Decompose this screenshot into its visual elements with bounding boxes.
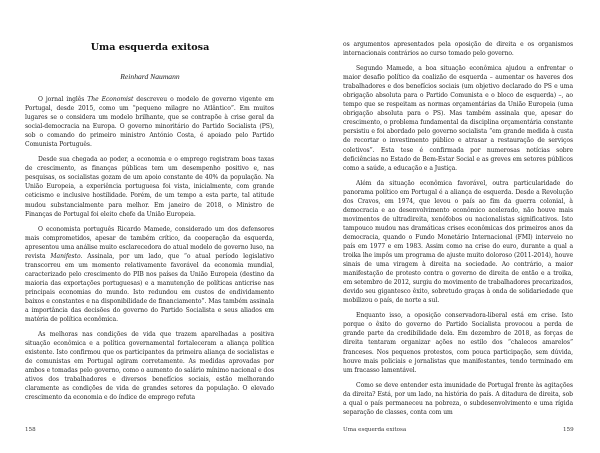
paragraph: Segundo Mamede, a boa situação econômica ajudou a enfrentar o maior desafio político da coalizão de esquerda – aumentar os haveres dos trabalhadores e dos benefícios sociais (um objetivo declarado do PS e uma obrigação absoluta para o Partido Comunista e o bloco de esquerda) –, ao tempo que se respeitam as normas orçamentárias da União Europeia (uma obrigação absoluta para o PS). Mas também assinala que, apesar do crescimento, o problema fundamental da disciplina orçamentária constante persistiu e foi abordado pelo governo socialista “em grande medida à custa de recortar o investimento público e atrasar a restauração de serviços coletivos”. Esta tese é confirmada por numerosas notícias sobre deficiências no Estado de Bem-Estar Social e as greves em setores públicos como a saúde, a educação e a Justiça.: [343, 65, 573, 172]
paragraph: Como se deve entender esta imunidade de Portugal frente às agitações da direita? Está, por um lado, na história do país. A ditadura de direita, sob a qual o país permaneceu na pobreza, o subdesenvolvimento e uma rígida separação de classes, conta com um: [343, 381, 573, 416]
paragraph: Além da situação econômica favorável, outra particularidade do panorama político em Portugal é a aliança de esquerda. Desde a Revolução dos Cravos, em 1974, que levou o país ao fim da guerra colonial, à democracia e ao desenvolvimento econômico acelerado, não houve mais movimentos de ultradireita, xenófobos ou nacionalistas significativos. Isto tampouco mudou nas dramáticas crises econômicas dos primeiros anos da democracia, quando o Fundo Monetário Internacional (FMI) interveio no país em 1977 e em 1983. Assim como na crise do euro, durante a qual a troika lhe impôs um programa de ajuste muito doloroso (2011-2014), houve sinais de uma viragem à direita na sociedade. Ao contrário, a maior manifestação de protesto contra o governo de direita de então e a troika, em setembro de 2012, surgiu do movimento de trabalhadores precarizados, devido seu gigantesco êxito, sobretudo graças à onda de solidariedade que mobilizou o país, de norte a sul.: [343, 179, 573, 305]
paragraph: os argumentos apresentados pela oposição de direita e os organismos internacionais contrários ao curso tomado pelo governo.: [343, 41, 573, 58]
page-number: 159: [563, 427, 574, 433]
left-page-body: [25, 95, 274, 409]
paragraph: Desde sua chegada ao poder, a economia e o emprego registram boas taxas de crescimento, as finanças públicas tem um desempenho positivo e, nas pesquisas, os socialistas gozam de um apoio constante de 40% da população. Na União Europeia, a experiência portuguesa foi vista, inicialmente, com grande ceticismo e inclusive hostilidade. Porém, de um tempo a esta parte, tal atitude mudou substancialmente para melhor. Em janeiro de 2018, o Ministro de Finanças de Portugal foi eleito chefe da União Europeia.: [25, 156, 274, 218]
paragraph: Enquanto isso, a oposição conservadora-liberal está em crise. Isto porque o êxito do governo do Partido Socialista provocou a perda de grande parte da credibilidade dela. Em dezembro de 2018, as forças de direita tentaram organizar ações no estilo dos “chalecos amarelos” franceses. Nos pequenos protestos, com pouca participação, sem dúvida, houve mais policiais e jornalistas que manifestantes, tendo terminado em um fracasso lamentável.: [343, 312, 573, 374]
paragraph: As melhoras nas condições de vida que trazem aparelhadas a positiva situação econômica e a política governamental fortaleceram a aliança política existente. Isto confirmou que os participantes da primeira aliança de socialistas e de comunistas em Portugal agiram corretamente. As medidas aprovadas por ambos e tomadas pelo governo, como o aumento do salário mínimo nacional e dos ativos dos trabalhadores e diversos benefícios sociais, estão melhorando claramente as condições de vida de grandes setores da população. O elevado crescimento da economia e do índice de emprego refuta: [25, 331, 274, 402]
right-page: [300, 0, 600, 453]
running-title: Uma esquerda exitosa: [343, 427, 407, 433]
paragraph: O jornal inglês The Economist descreveu o modelo de governo vigente em Portugal, desde 2015, como um “pequeno milagre no Atlântico”. Em muitos lugares se o considera um modelo brilhante, que se contrapõe à crise geral da social-democracia na Europa. O governo minoritário do Partido Socialista (PS), sob o comando do primeiro ministro António Costa, é apoiado pelo Partido Comunista Português.: [25, 96, 274, 149]
article-title: Uma esquerda exitosa: [90, 42, 210, 53]
right-page-body: [343, 40, 573, 423]
page-number: 158: [25, 427, 36, 433]
article-author: Reinhard Naumann: [120, 72, 180, 81]
paragraph: O economista português Ricardo Mamede, considerado um dos defensores mais comprometidos, apesar de também crítico, da cooperação da esquerda, apresentou uma análise muito esclarecedora do atual modelo de governo luso, na revista Manifesto. Assinala, por um lado, que “o atual período legislativo transcorreu em um momento relativamente favorável da economia mundial, caracterizado pelo crescimento do PIB nos países da União Europeia (destino da maioria das exportações portuguesas) e a manutenção de políticas anticrise nas principais economias do mundo. Isto redundou em custos de endividamento baixos e constantes e na disponibilidade de financiamento”. Mas também assinala a importância das decisões do governo do Partido Socialista e seus aliados em matéria de política econômica.: [25, 225, 274, 324]
